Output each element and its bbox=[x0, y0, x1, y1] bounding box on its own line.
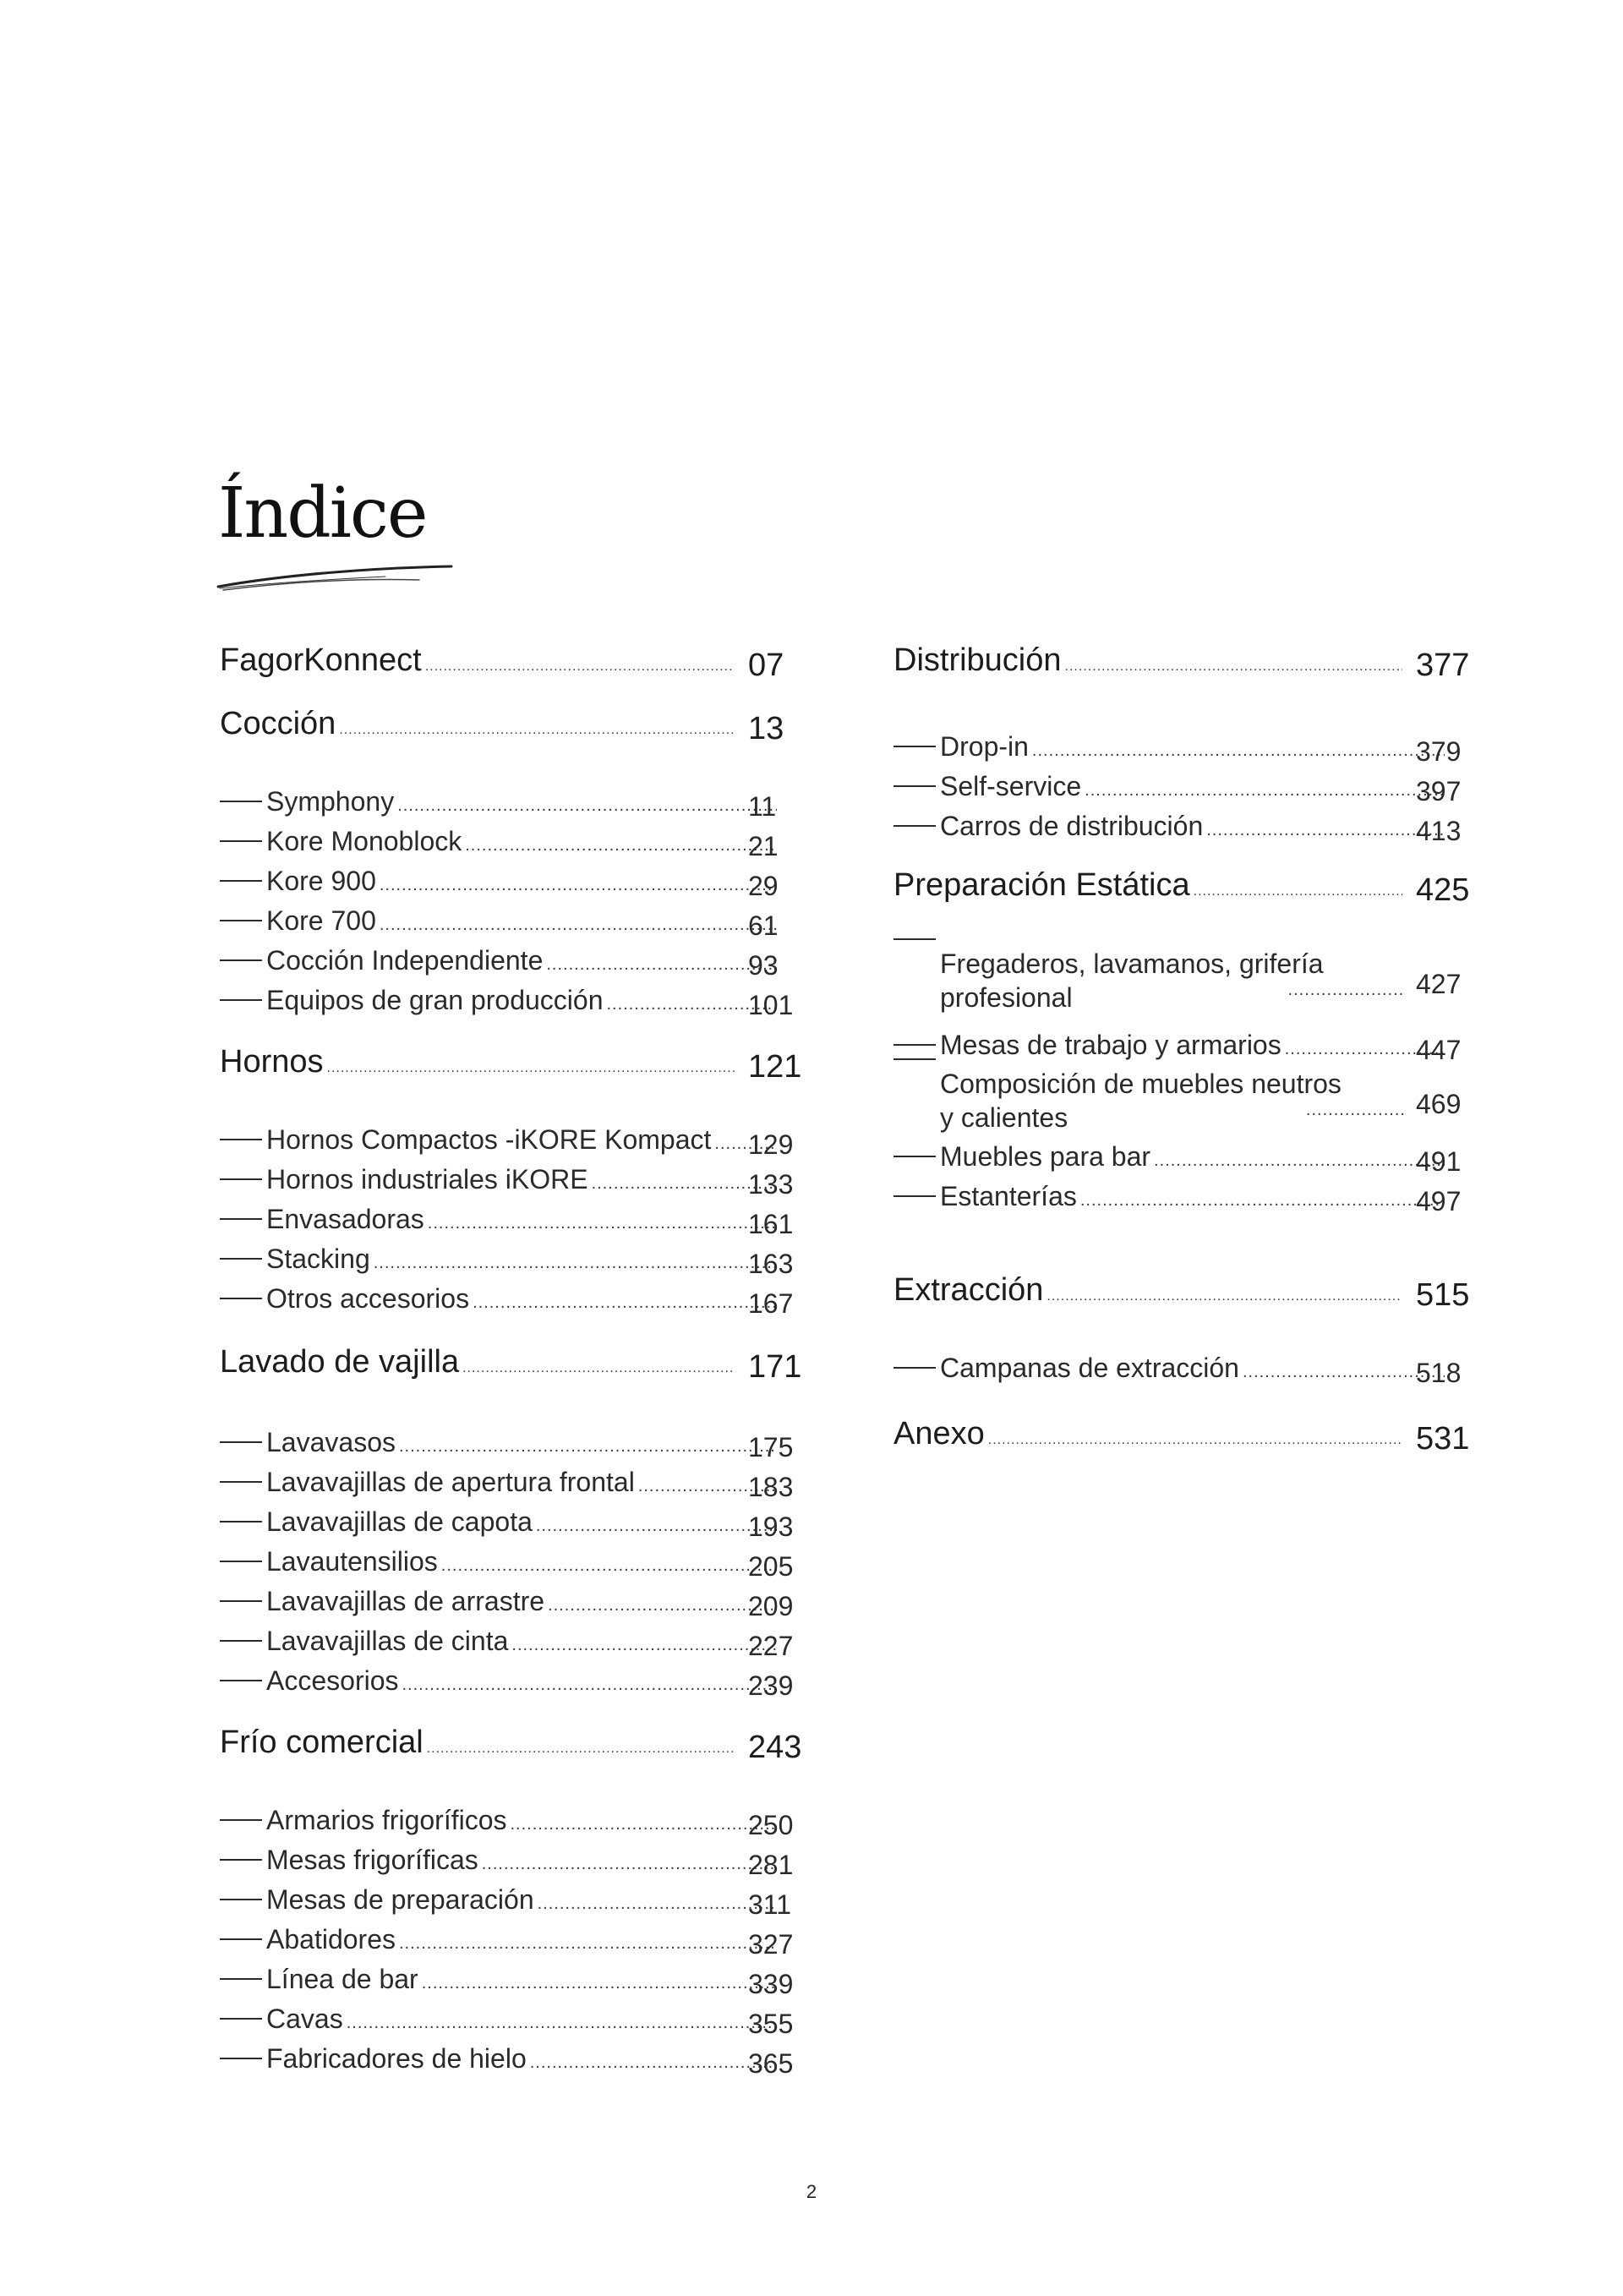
entry-dash bbox=[220, 2058, 262, 2059]
leader-dots bbox=[988, 1433, 1402, 1448]
toc-subsection-entry[interactable] bbox=[220, 1924, 812, 1960]
entry-dash bbox=[893, 1156, 936, 1157]
leader-dots bbox=[1154, 1151, 1445, 1171]
entry-dash bbox=[893, 746, 936, 747]
entry-label: Kore 900 bbox=[266, 866, 376, 896]
entry-dash bbox=[220, 1521, 262, 1522]
toc-subsection-entry[interactable] bbox=[220, 1467, 812, 1502]
entry-page-number: 07 bbox=[748, 648, 784, 683]
entry-dash bbox=[220, 1600, 262, 1602]
toc-subsection-entry[interactable] bbox=[893, 1181, 1485, 1216]
leader-dots bbox=[397, 796, 777, 816]
toc-subsection-entry[interactable] bbox=[220, 1586, 812, 1621]
toc-subsection-entry[interactable] bbox=[893, 731, 1485, 767]
entry-label: Cocción bbox=[220, 706, 336, 741]
toc-subsection-entry[interactable] bbox=[893, 1030, 1485, 1065]
leader-dots bbox=[402, 1676, 778, 1695]
entry-page-number: 227 bbox=[748, 1631, 794, 1661]
entry-dash bbox=[893, 1058, 936, 1060]
entry-page-number: 425 bbox=[1416, 872, 1470, 908]
entry-dash bbox=[893, 938, 936, 940]
leader-dots bbox=[1080, 1191, 1445, 1211]
toc-subsection-entry[interactable] bbox=[893, 1353, 1485, 1388]
leader-dots bbox=[1243, 1363, 1445, 1382]
toc-section-entry[interactable] bbox=[893, 1272, 1485, 1315]
toc-subsection-entry[interactable] bbox=[220, 1244, 812, 1279]
leader-dots bbox=[511, 1636, 777, 1655]
leader-dots bbox=[1288, 981, 1406, 1000]
leader-dots bbox=[462, 1361, 735, 1376]
toc-subsection-entry[interactable] bbox=[220, 1665, 812, 1701]
entry-page-number: 379 bbox=[1416, 736, 1462, 767]
entry-label: Armarios frigoríficos bbox=[266, 1805, 507, 1835]
entry-label: Mesas de trabajo y armarios bbox=[940, 1030, 1281, 1060]
entry-dash bbox=[220, 801, 262, 802]
title-underline-swash bbox=[216, 558, 453, 592]
leader-dots bbox=[465, 836, 777, 856]
entry-label: Abatidores bbox=[266, 1924, 396, 1954]
toc-subsection-entry[interactable] bbox=[893, 1141, 1485, 1177]
entry-page-number: 243 bbox=[748, 1730, 802, 1765]
entry-page-number: 205 bbox=[748, 1551, 794, 1582]
entry-dash bbox=[220, 1298, 262, 1299]
leader-dots bbox=[399, 1437, 777, 1457]
entry-label: Carros de distribución bbox=[940, 811, 1204, 841]
entry-page-number: 171 bbox=[748, 1349, 802, 1385]
entry-label: Preparación Estática bbox=[893, 867, 1190, 903]
entry-dash bbox=[220, 1859, 262, 1861]
entry-label: Fabricadores de hielo bbox=[266, 2043, 527, 2074]
leader-dots bbox=[1085, 781, 1445, 801]
leader-dots bbox=[399, 1934, 777, 1954]
entry-page-number: 531 bbox=[1416, 1421, 1470, 1457]
entry-page-number: 447 bbox=[1416, 1035, 1462, 1065]
entry-label: Lavavajillas de apertura frontal bbox=[266, 1467, 635, 1497]
entry-label: Fregaderos, lavamanos, grifería bbox=[940, 948, 1324, 979]
toc-subsection-entry[interactable] bbox=[893, 1067, 1485, 1134]
leader-dots bbox=[546, 955, 777, 975]
entry-dash bbox=[220, 1938, 262, 1940]
toc-section-entry[interactable] bbox=[893, 1416, 1485, 1458]
toc-subsection-entry[interactable] bbox=[220, 1204, 812, 1239]
entry-page-number: 29 bbox=[748, 871, 779, 901]
leader-dots bbox=[422, 1974, 777, 1993]
toc-subsection-entry[interactable] bbox=[220, 1626, 812, 1661]
entry-label: Kore Monoblock bbox=[266, 826, 462, 856]
leader-dots bbox=[425, 659, 735, 675]
entry-dash bbox=[220, 959, 262, 961]
entry-label: Estanterías bbox=[940, 1181, 1077, 1211]
entry-dash bbox=[893, 1044, 936, 1046]
entry-dash bbox=[893, 825, 936, 827]
entry-dash bbox=[220, 1178, 262, 1180]
entry-label: Self-service bbox=[940, 771, 1082, 801]
entry-dash bbox=[220, 1978, 262, 1980]
entry-page-number: 193 bbox=[748, 1512, 794, 1542]
entry-page-number: 61 bbox=[748, 910, 779, 941]
entry-dash bbox=[893, 1367, 936, 1369]
toc-section-entry[interactable] bbox=[893, 642, 1485, 685]
leader-dots bbox=[339, 723, 735, 738]
leader-dots bbox=[327, 1061, 735, 1076]
toc-subsection-entry[interactable] bbox=[220, 1845, 812, 1880]
toc-section-entry[interactable] bbox=[220, 1725, 812, 1767]
entry-dash bbox=[220, 1899, 262, 1900]
entry-label: Stacking bbox=[266, 1244, 370, 1274]
entry-page-number: 239 bbox=[748, 1670, 794, 1701]
entry-dash bbox=[220, 1561, 262, 1562]
toc-subsection-entry[interactable] bbox=[220, 826, 812, 861]
toc-subsection-entry[interactable] bbox=[220, 786, 812, 822]
toc-section-entry[interactable] bbox=[220, 1344, 812, 1386]
leader-dots bbox=[511, 1815, 778, 1834]
toc-subsection-entry[interactable] bbox=[893, 811, 1485, 846]
entry-page-number: 311 bbox=[748, 1889, 792, 1920]
toc-subsection-entry[interactable] bbox=[893, 947, 1485, 1014]
leader-dots bbox=[530, 2053, 777, 2073]
entry-page-number: 515 bbox=[1416, 1277, 1470, 1313]
entry-page-number: 365 bbox=[748, 2048, 794, 2079]
leader-dots bbox=[441, 1556, 777, 1576]
toc-subsection-entry[interactable] bbox=[220, 1506, 812, 1542]
entry-page-number: 327 bbox=[748, 1929, 794, 1960]
entry-label: Lavavajillas de capota bbox=[266, 1506, 533, 1537]
entry-page-number: 209 bbox=[748, 1591, 794, 1621]
entry-label: Lavavajillas de cinta bbox=[266, 1626, 509, 1656]
entry-label: Anexo bbox=[893, 1416, 985, 1451]
leader-dots bbox=[427, 1741, 735, 1757]
page-number: 2 bbox=[806, 2181, 817, 2202]
toc-section-entry[interactable] bbox=[220, 706, 812, 748]
entry-label: Distribución bbox=[893, 642, 1062, 678]
entry-page-number: 93 bbox=[748, 950, 779, 981]
entry-label: Muebles para bar bbox=[940, 1141, 1151, 1172]
entry-page-number: 101 bbox=[748, 990, 794, 1020]
entry-page-number: 161 bbox=[748, 1209, 794, 1239]
entry-page-number: 175 bbox=[748, 1432, 794, 1462]
leader-dots bbox=[473, 1293, 777, 1313]
entry-dash bbox=[220, 1258, 262, 1260]
entry-label: Lavautensilios bbox=[266, 1546, 438, 1577]
leader-dots bbox=[428, 1214, 777, 1233]
page-title: Índice bbox=[218, 473, 427, 554]
entry-label: Hornos Compactos -iKORE Kompact bbox=[266, 1124, 712, 1155]
entry-label: Hornos bbox=[220, 1044, 324, 1080]
toc-section-entry[interactable] bbox=[220, 642, 812, 685]
toc-subsection-entry[interactable] bbox=[220, 1884, 812, 1920]
entry-page-number: 397 bbox=[1416, 776, 1462, 806]
entry-label: Lavavasos bbox=[266, 1427, 396, 1457]
entry-page-number: 339 bbox=[748, 1969, 794, 1999]
entry-label: Lavado de vajilla bbox=[220, 1344, 460, 1380]
entry-page-number: 167 bbox=[748, 1288, 794, 1319]
entry-label: Drop-in bbox=[940, 731, 1029, 762]
entry-dash bbox=[220, 1640, 262, 1642]
entry-label: Extracción bbox=[893, 1272, 1044, 1308]
entry-label-continued: profesional bbox=[940, 982, 1073, 1013]
entry-page-number: 413 bbox=[1416, 816, 1462, 846]
entry-dash bbox=[220, 1680, 262, 1681]
entry-page-number: 491 bbox=[1416, 1146, 1462, 1177]
entry-page-number: 281 bbox=[748, 1850, 794, 1880]
entry-page-number: 121 bbox=[748, 1049, 802, 1085]
toc-subsection-entry[interactable] bbox=[220, 905, 812, 941]
leader-dots bbox=[1206, 821, 1445, 840]
toc-subsection-entry[interactable] bbox=[220, 1124, 812, 1160]
toc-subsection-entry[interactable] bbox=[220, 945, 812, 981]
toc-section-entry[interactable] bbox=[220, 1044, 812, 1086]
entry-dash bbox=[220, 1481, 262, 1483]
leader-dots bbox=[1046, 1289, 1402, 1304]
entry-page-number: 355 bbox=[748, 2009, 794, 2039]
entry-label: Equipos de gran producción bbox=[266, 985, 604, 1015]
entry-page-number: 250 bbox=[748, 1810, 794, 1840]
entry-dash bbox=[893, 1195, 936, 1197]
entry-label: Frío comercial bbox=[220, 1725, 424, 1760]
toc-subsection-entry[interactable] bbox=[220, 2004, 812, 2039]
entry-label: Accesorios bbox=[266, 1665, 399, 1696]
entry-page-number: 377 bbox=[1416, 648, 1470, 683]
entry-label: Lavavajillas de arrastre bbox=[266, 1586, 545, 1616]
toc-section-entry[interactable] bbox=[893, 867, 1485, 910]
entry-label: Kore 700 bbox=[266, 905, 376, 936]
entry-label: Hornos industriales iKORE bbox=[266, 1164, 588, 1194]
toc-subsection-entry[interactable] bbox=[893, 771, 1485, 806]
leader-dots bbox=[1194, 884, 1402, 899]
leader-dots bbox=[347, 2014, 777, 2033]
entry-label: Cocción Independiente bbox=[266, 945, 544, 976]
entry-dash bbox=[220, 1218, 262, 1220]
entry-dash bbox=[220, 840, 262, 842]
leader-dots bbox=[380, 916, 777, 935]
entry-label: FagorKonnect bbox=[220, 642, 422, 678]
entry-label: Campanas de extracción bbox=[940, 1353, 1239, 1383]
entry-label: Línea de bar bbox=[266, 1964, 418, 1994]
entry-page-number: 518 bbox=[1416, 1358, 1462, 1388]
entry-dash bbox=[893, 785, 936, 787]
toc-subsection-entry[interactable] bbox=[220, 1964, 812, 1999]
entry-page-number: 11 bbox=[748, 791, 777, 822]
entry-label: Mesas frigoríficas bbox=[266, 1845, 478, 1875]
toc-subsection-entry[interactable] bbox=[220, 1283, 812, 1319]
toc-subsection-entry[interactable] bbox=[220, 1546, 812, 1582]
entry-dash bbox=[220, 1441, 262, 1443]
entry-page-number: 133 bbox=[748, 1169, 794, 1200]
entry-label: Mesas de preparación bbox=[266, 1884, 534, 1915]
entry-label: Otros accesorios bbox=[266, 1283, 470, 1314]
entry-label: Envasadoras bbox=[266, 1204, 424, 1234]
entry-label: Composición de muebles neutros bbox=[940, 1069, 1342, 1099]
entry-label: Symphony bbox=[266, 786, 395, 817]
entry-page-number: 163 bbox=[748, 1249, 794, 1279]
leader-dots bbox=[380, 876, 777, 895]
leader-dots bbox=[548, 1596, 777, 1615]
entry-dash bbox=[220, 1139, 262, 1140]
leader-dots bbox=[536, 1517, 777, 1536]
toc-subsection-entry[interactable] bbox=[220, 985, 812, 1020]
entry-dash bbox=[220, 999, 262, 1001]
leader-dots bbox=[1032, 741, 1445, 761]
toc-subsection-entry[interactable] bbox=[220, 1427, 812, 1462]
entry-page-number: 21 bbox=[748, 831, 779, 861]
entry-dash bbox=[220, 880, 262, 882]
entry-dash bbox=[220, 920, 262, 921]
entry-dash bbox=[220, 2018, 262, 2020]
leader-dots bbox=[1306, 1101, 1406, 1120]
toc-subsection-entry[interactable] bbox=[220, 1164, 812, 1200]
entry-page-number: 469 bbox=[1416, 1089, 1462, 1119]
entry-page-number: 13 bbox=[748, 711, 784, 746]
toc-subsection-entry[interactable] bbox=[220, 2043, 812, 2079]
entry-page-number: 427 bbox=[1416, 969, 1462, 999]
entry-page-number: 129 bbox=[748, 1129, 794, 1160]
leader-dots bbox=[482, 1855, 777, 1874]
entry-label-continued: y calientes bbox=[940, 1102, 1068, 1133]
leader-dots bbox=[1065, 659, 1402, 675]
entry-page-number: 183 bbox=[748, 1472, 794, 1502]
toc-subsection-entry[interactable] bbox=[220, 1805, 812, 1840]
leader-dots bbox=[374, 1254, 777, 1273]
entry-label: Cavas bbox=[266, 2004, 343, 2034]
entry-page-number: 497 bbox=[1416, 1186, 1462, 1216]
leader-dots bbox=[538, 1894, 777, 1914]
toc-subsection-entry[interactable] bbox=[220, 866, 812, 901]
entry-dash bbox=[220, 1819, 262, 1821]
